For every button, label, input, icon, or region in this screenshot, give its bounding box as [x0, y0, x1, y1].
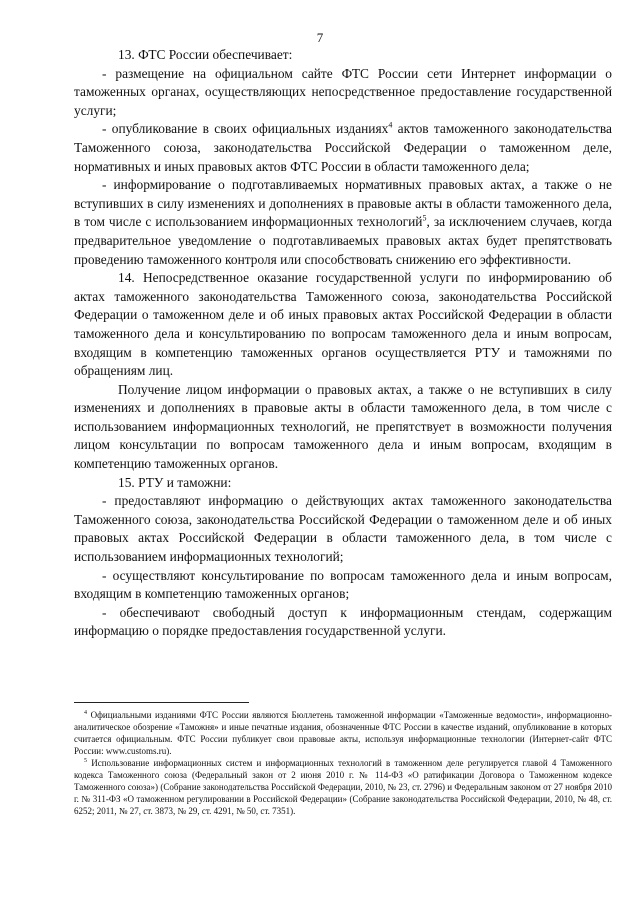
footnote-divider [74, 702, 249, 703]
paragraph-text: - опубликование в своих официальных изданиях [102, 121, 389, 137]
paragraph-bullet-provide-info: - предоставляют информацию о действующих актах таможенного законодательства Таможенного союза, законодательства Российской Федерации о таможенном деле и об иных правовых актах Российской Федерации в области таможенного дела, в том числе с использованием информационных технологий; [74, 493, 612, 565]
paragraph-bullet-consulting: - осуществляют консультирование по вопросам таможенного дела и иным вопросам, входящим в компетенцию таможенных органов; [74, 567, 612, 602]
footnote-ref-4: 4 [388, 120, 393, 130]
footnote-text: Использование информационных систем и информационных технологий в таможенном деле регулируется главой 4 Таможенного кодекса Таможенного союза (Федеральный закон от 2 июня 2010 г. № 114-ФЗ «О ратификации Договора о Таможенном кодексе Таможенного союза») (Собрание законодательства Российской Федерации, 2010, № 23, ст. 2796) и Федеральным законом от 27 ноября 2010 г. № 311-ФЗ «О таможенном регулировании в Российской Федерации» (Собрание законодательства Российской Федерации, 2010, № 48, ст. 6252; 2011, № 27, ст. 3873, № 29, ст. 4291, № 50, ст. 7351). [74, 758, 612, 816]
paragraph-bullet-stands: - обеспечивают свободный доступ к информационным стендам, содержащим информацию о порядке предоставления государственной услуги. [74, 604, 612, 639]
footnote-ref-5: 5 [422, 213, 427, 223]
footnote-mark-5: 5 [84, 758, 87, 764]
page-number: 7 [316, 30, 324, 45]
footnote-5 [74, 757, 612, 817]
paragraph-text-cont: , за исключением случаев, когда предварительное уведомление о подготавливаемых правовых актах будет препятствовать проведению таможенного контроля или способствовать снижению его эффективности. [74, 214, 613, 267]
paragraph-bullet-publication [74, 120, 612, 176]
section-13-heading: 13. ФТС России обеспечивает: [118, 47, 293, 62]
footnote-text: Официальными изданиями ФТС России являются Бюллетень таможенной информации «Таможенные ведомости», информационно-аналитическое обозрение «Таможня» и иные печатные издания, обозначенные ФТС России в качестве изданий, опубликование в которых считается официальным. ФТС России публикует свои правовые акты, используя информационные технологии (Интернет-сайт ФТС России: www.customs.ru). [74, 710, 612, 756]
section-15-heading: 15. РТУ и таможни: [118, 474, 232, 490]
section-14-paragraph: 14. Непосредственное оказание государственной услуги по информированию об актах таможенного законодательства Таможенного союза, законодательства Российской Федерации о таможенном деле и об иных правовых актах Российской Федерации в области таможенного дела и консультированию по вопросам таможенного дела и иным вопросам, входящим в компетенцию таможенных органов осуществляется РТУ и таможнями по обращениям лиц. [74, 270, 612, 379]
paragraph-receipt-info: Получение лицом информации о правовых актах, а также о не вступивших в силу изменениях и дополнениях в правовые акты в области таможенного дела, в том числе с использованием информационных технологий, не препятствует в возможности получения лицом консультации по вопросам таможенного дела и иным вопросам, входящим в компетенцию таможенных органов. [74, 381, 612, 472]
paragraph-text-cont: актов таможенного законодательства Таможенного союза, законодательства Российской Федерации о таможенном деле, нормативных и иных правовых актов ФТС России в области таможенного дела; [74, 121, 612, 174]
paragraph-bullet-informing [74, 176, 612, 269]
footnote-4 [74, 709, 612, 757]
main-text [74, 46, 612, 641]
paragraph-text: - информирование о подготавливаемых нормативных правовых актах, а также о не вступивших в силу изменениях и дополнениях в правовые акты в области таможенного дела, в том числе с использованием информационных технологий [74, 177, 612, 230]
footnote-mark-4: 4 [84, 710, 87, 716]
paragraph-bullet-website: - размещение на официальном сайте ФТС России сети Интернет информации о таможенных органах, осуществляющих непосредственное предоставление государственной услуги; [74, 65, 612, 118]
footnotes [74, 709, 612, 817]
